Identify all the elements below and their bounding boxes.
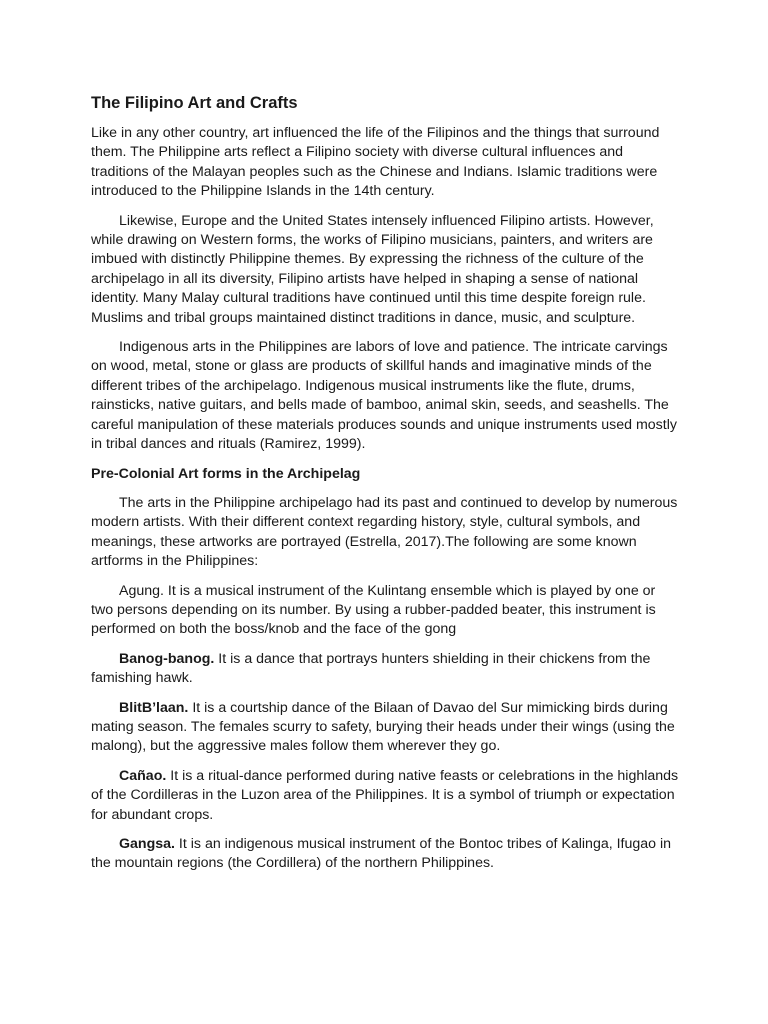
artform-term: Agung. bbox=[119, 582, 164, 599]
artform-description: It is an indigenous musical instrument of the Bontoc tribes of Kalinga, Ifugao in the mountain regions (the Cordillera) of the northern Philippines. bbox=[91, 836, 672, 872]
artform-term: Gangsa. bbox=[119, 836, 175, 852]
paragraph-western-influence: Likewise, Europe and the United States intensely influenced Filipino artists. However, while drawing on Western forms, the works of Filipino musicians, painters, and writers are imbued with distinctly Philippine themes. By expressing the richness of the culture of the archipelago in all its diversity, Filipino artists have helped in shaping a sense of national identity. Many Malay cultural traditions have continued until this time despite foreign rule. Muslims and tribal groups maintained distinct traditions in dance, music, and sculpture. bbox=[91, 212, 654, 326]
paragraph-intro: Like in any other country, art influenced the life of the Filipinos and the things that surround them. The Philippine arts reflect a Filipino society with diverse cultural influences and traditions of the Malayan peoples such as the Chinese and Indians. Islamic traditions were introduced to the Philippine Islands in the 14th century. bbox=[91, 125, 660, 200]
document-page bbox=[91, 92, 681, 884]
paragraph-section-intro: The arts in the Philippine archipelago had its past and continued to develop by numerous modern artists. With their different context regarding history, style, cultural symbols, and meanings, these artworks are portrayed (Estrella, 2017).The following are some known artforms in the Philippines: bbox=[91, 494, 678, 570]
artform-blitblaan bbox=[91, 699, 681, 757]
section-subheading: Pre-Colonial Art forms in the Archipelag bbox=[91, 465, 361, 482]
artform-banog-banog bbox=[91, 650, 681, 689]
artform-canao bbox=[91, 767, 681, 825]
paragraph-indigenous-arts: Indigenous arts in the Philippines are labors of love and patience. The intricate carvings on wood, metal, stone or glass are products of skillful hands and imaginative minds of the different tribes of the archipelago. Indigenous musical instruments like the flute, drums, rainsticks, native guitars, and bells made of bamboo, animal skin, seeds, and seashells. The careful manipulation of these materials produces sounds and unique instruments used mostly in tribal dances and rituals (Ramirez, 1999). bbox=[91, 339, 677, 453]
artform-term: Cañao. bbox=[119, 767, 167, 784]
artform-description: It is a dance that portrays hunters shielding in their chickens from the famishing hawk. bbox=[91, 650, 651, 687]
artform-description: It is a courtship dance of the Bilaan of Davao del Sur mimicking birds during mating season. The females scurry to safety, burying their heads under their wings (using the malong), but the aggressive males follow them wherever they go. bbox=[91, 699, 675, 755]
artform-term: Banog-banog. bbox=[119, 650, 215, 667]
artform-agung bbox=[91, 582, 681, 640]
artform-description: It is a ritual-dance performed during native feasts or celebrations in the highlands of the Cordilleras in the Luzon area of the Philippines. It is a symbol of triumph or expectation for abundant crops. bbox=[91, 767, 679, 823]
artform-description: It is a musical instrument of the Kulintang ensemble which is played by one or two persons depending on its number. By using a rubber-padded beater, this instrument is performed on both the boss/knob and the face of the gong bbox=[91, 582, 656, 638]
document-title: The Filipino Art and Crafts bbox=[91, 94, 298, 112]
artform-gangsa bbox=[91, 835, 681, 874]
artform-term: BlitB’laan. bbox=[119, 699, 189, 716]
